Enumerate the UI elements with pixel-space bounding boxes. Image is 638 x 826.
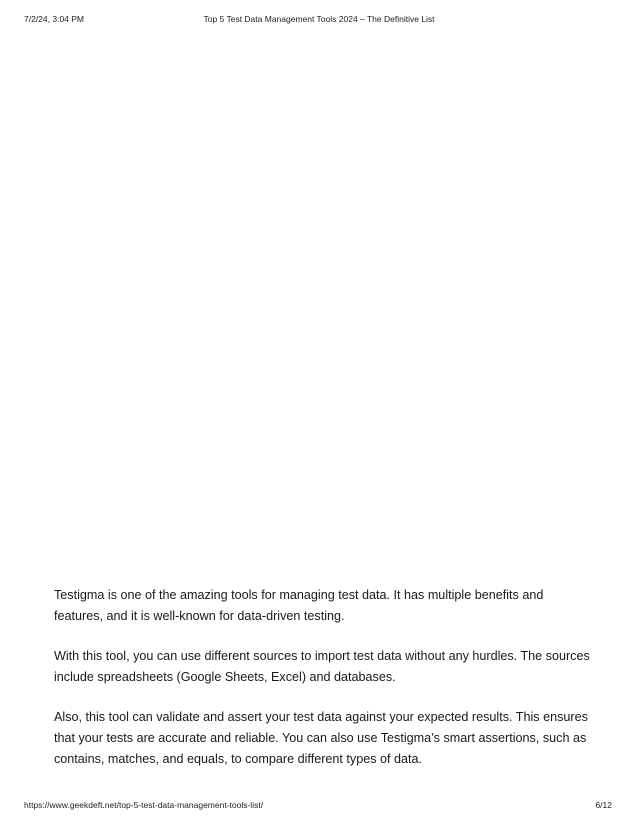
paragraph-sources: With this tool, you can use different sources to import test data without any hurdles. The sources include spreadsheets (Google Sheets, Excel) and databases. bbox=[54, 649, 590, 684]
page-title: Top 5 Test Data Management Tools 2024 – The Definitive List bbox=[203, 14, 435, 24]
blank-image-area bbox=[54, 40, 584, 570]
paragraph-validation: Also, this tool can validate and assert your test data against your expected results. This ensures that your tests are accurate and reliable. You can also use Testigma’s smart assertions, such as contains, matches, and equals, to compare different types of data. bbox=[54, 710, 588, 766]
article-content bbox=[54, 585, 594, 789]
paragraph-intro: Testigma is one of the amazing tools for managing test data. It has multiple benefits and features, and it is well-known for data-driven testing. bbox=[54, 588, 544, 623]
page-number: 6/12 bbox=[595, 800, 612, 810]
print-date: 7/2/24, 3:04 PM bbox=[24, 14, 85, 24]
print-footer bbox=[0, 800, 638, 814]
print-header bbox=[0, 14, 638, 28]
page-url: https://www.geekdeft.net/top-5-test-data-management-tools-list/ bbox=[24, 800, 264, 810]
